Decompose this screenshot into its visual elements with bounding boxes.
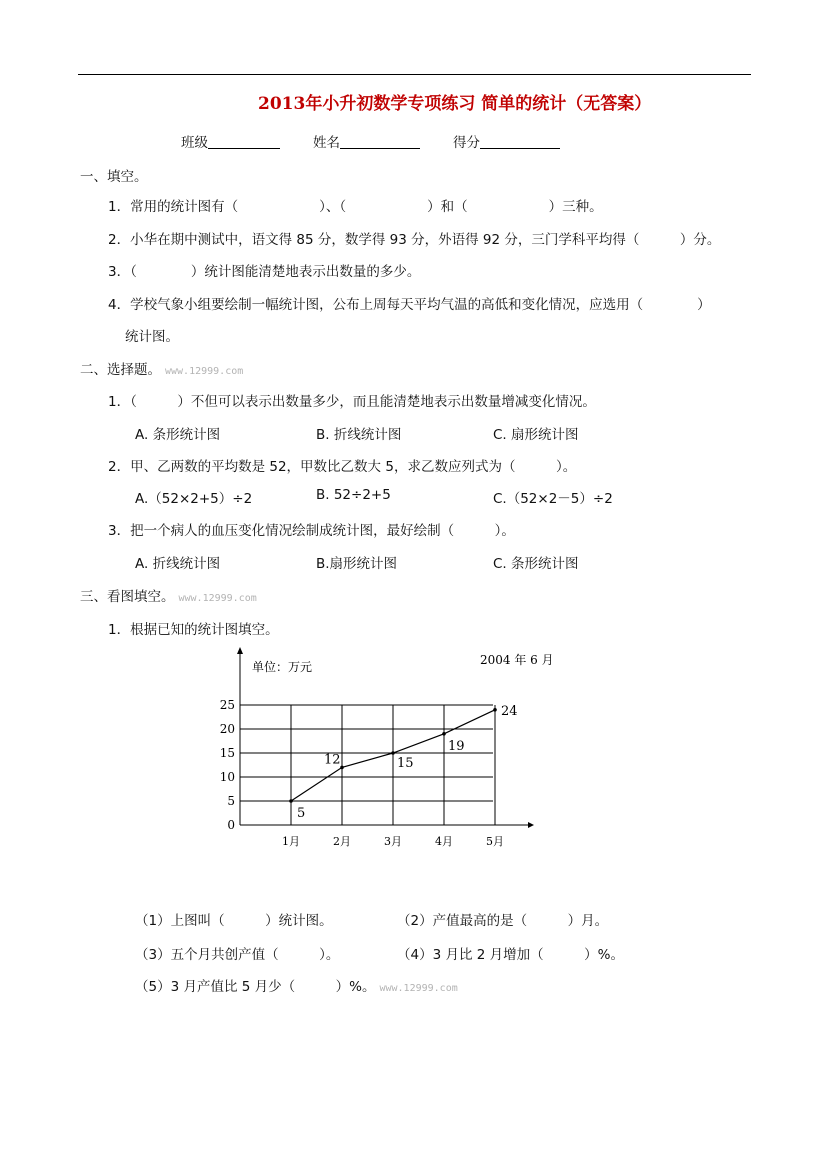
class-label: 班级 — [181, 135, 208, 151]
s2-q2-option-a: A.（52×2+5）÷2 — [135, 491, 253, 507]
unit-label: 单位：万元 — [252, 660, 313, 674]
s3-sub-5: （5）3 月产值比 5 月少（ ）%。 — [135, 979, 376, 995]
x-tick-label: 5月 — [486, 835, 504, 848]
data-label: 12 — [324, 752, 341, 768]
data-label: 24 — [501, 703, 518, 719]
s2-question-2: 2．甲、乙两数的平均数是 52，甲数比乙数大 5，求乙数应列式为（ ）。 — [108, 459, 577, 475]
name-field — [313, 131, 420, 151]
s2-q3-option-b: B.扇形统计图 — [316, 556, 398, 572]
x-axis-arrow — [528, 822, 534, 828]
x-tick-label: 2月 — [333, 835, 351, 848]
x-tick-label: 4月 — [435, 835, 453, 848]
data-label: 15 — [397, 756, 414, 771]
s1-question-2: 2．小华在期中测试中，语文得 85 分，数学得 93 分，外语得 92 分，三门学科平均得（ ）分。 — [108, 232, 721, 248]
y-tick-label: 20 — [219, 722, 235, 736]
data-point — [442, 732, 446, 736]
s3-sub-2: （2）产值最高的是（ ）月。 — [397, 913, 609, 929]
section-2-heading — [80, 358, 243, 378]
s3-sub-3: （3）五个月共创产值（ ）。 — [135, 947, 340, 963]
y-tick-label: 5 — [227, 794, 235, 808]
s3-sub-5-row — [135, 975, 458, 995]
s2-question-3: 3．把一个病人的血压变化情况绘制成统计图，最好绘制（ ）。 — [108, 523, 515, 539]
y-axis-arrow — [237, 647, 243, 654]
page-title: 2013年小升初数学专项练习 简单的统计（无答案） — [258, 94, 652, 114]
s1-question-1: 1．常用的统计图有（ ）、（ ）和（ ）三种。 — [108, 199, 603, 215]
s2-q1-option-c: C. 扇形统计图 — [493, 427, 579, 443]
s3-sub-1: （1）上图叫（ ）统计图。 — [135, 913, 333, 929]
y-tick-label: 0 — [227, 818, 235, 832]
s1-question-3: 3．（ ）统计图能清楚地表示出数量的多少。 — [108, 264, 421, 280]
s2-q2-option-c: C.（52×2－5）÷2 — [493, 491, 613, 507]
section-3-heading — [80, 585, 257, 605]
section-1-heading: 一、填空。 — [80, 169, 148, 185]
watermark: www.12999.com — [379, 983, 458, 994]
s2-q2-option-b: B. 52÷2+5 — [316, 487, 391, 503]
score-blank[interactable] — [480, 134, 560, 149]
s3-sub-4: （4）3 月比 2 月增加（ ）%。 — [397, 947, 624, 963]
class-field — [181, 131, 280, 151]
class-blank[interactable] — [208, 134, 280, 149]
s2-q1-option-a: A. 条形统计图 — [135, 427, 221, 443]
data-point — [391, 751, 395, 755]
section-2-title: 二、选择题。 — [80, 362, 161, 378]
score-field — [453, 131, 560, 151]
name-blank[interactable] — [340, 134, 420, 149]
data-point — [289, 799, 293, 803]
score-label: 得分 — [453, 135, 480, 151]
s2-q3-option-c: C. 条形统计图 — [493, 556, 579, 572]
s1-question-4: 4．学校气象小组要绘制一幅统计图，公布上周每天平均气温的高低和变化情况，应选用（ ） — [108, 297, 711, 313]
x-tick-label: 1月 — [282, 835, 300, 848]
watermark: www.12999.com — [165, 366, 244, 377]
x-tick-label: 3月 — [384, 835, 402, 848]
data-point — [493, 708, 497, 712]
y-tick-label: 10 — [219, 770, 235, 784]
section-3-title: 三、看图填空。 — [80, 589, 175, 605]
watermark: www.12999.com — [178, 593, 257, 604]
line-chart — [200, 645, 554, 860]
s2-question-1: 1．（ ）不但可以表示出数量多少，而且能清楚地表示出数量增减变化情况。 — [108, 394, 596, 410]
header-rule — [78, 74, 751, 75]
s1-question-4-cont: 统计图。 — [125, 329, 179, 345]
data-label: 5 — [297, 806, 306, 821]
data-label: 19 — [448, 738, 465, 754]
chart-title: 2004 年 6 月 — [480, 653, 554, 667]
s2-q1-option-b: B. 折线统计图 — [316, 427, 402, 443]
s3-question-1: 1．根据已知的统计图填空。 — [108, 622, 279, 638]
s2-q3-option-a: A. 折线统计图 — [135, 556, 221, 572]
y-tick-label: 25 — [219, 698, 235, 712]
name-label: 姓名 — [313, 135, 340, 151]
data-point — [340, 766, 344, 770]
y-tick-label: 15 — [219, 746, 235, 760]
